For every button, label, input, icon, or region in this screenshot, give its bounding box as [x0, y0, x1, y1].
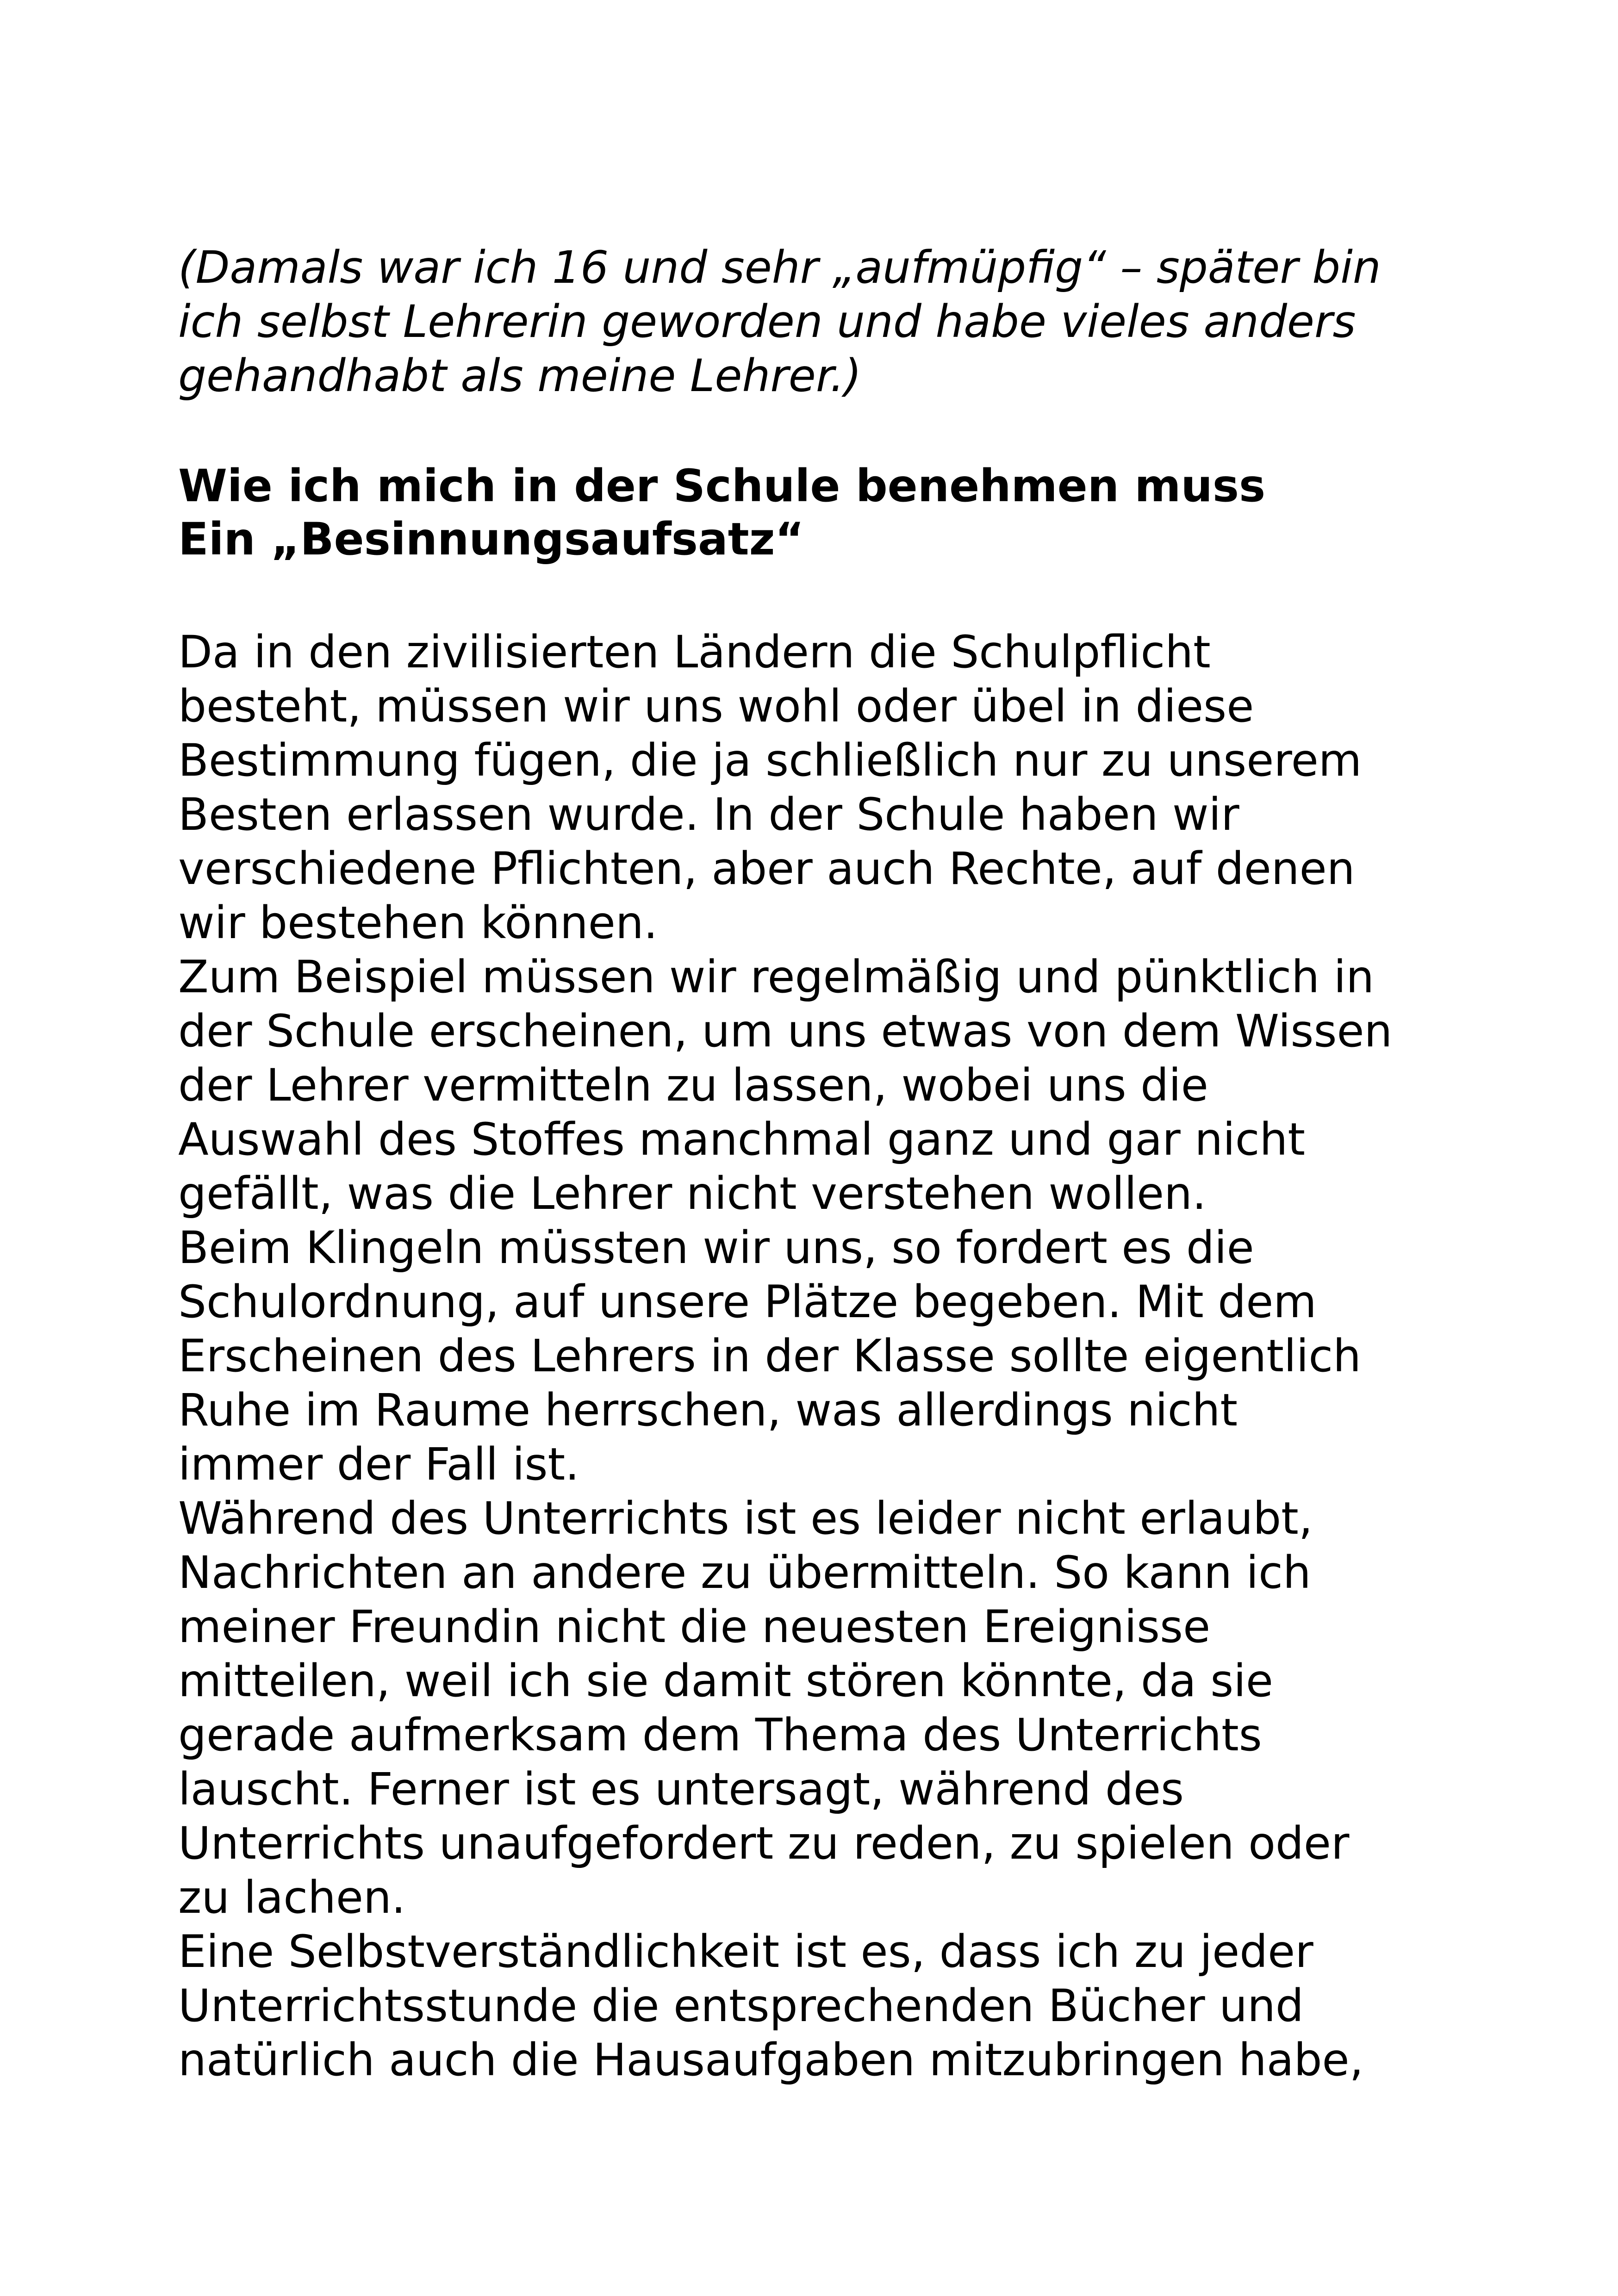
body-line: Nachrichten an andere zu übermitteln. So kann ich [178, 1547, 1311, 1599]
body-line: der Lehrer vermitteln zu lassen, wobei uns die [178, 1059, 1208, 1111]
body-line: mitteilen, weil ich sie damit stören könnte, da sie [178, 1655, 1273, 1707]
body-line: natürlich auch die Hausaufgaben mitzubringen habe, [178, 2034, 1364, 2086]
intro-line: ich selbst Lehrerin geworden und habe vieles anders [178, 296, 1356, 348]
body-line: Besten erlassen wurde. In der Schule haben wir [178, 789, 1239, 840]
body-line: Da in den zivilisierten Ländern die Schulpflicht [178, 626, 1211, 678]
body-line: gerade aufmerksam dem Thema des Unterrichts [178, 1709, 1262, 1761]
page-content [178, 241, 1456, 2087]
body-line: wir bestehen können. [178, 897, 658, 949]
intro-line: (Damals war ich 16 und sehr „aufmüpfig“ – später bin [178, 242, 1381, 293]
body-line: Zum Beispiel müssen wir regelmäßig und pünktlich in [178, 951, 1375, 1003]
body-line: Während des Unterrichts ist es leider nicht erlaubt, [178, 1493, 1313, 1544]
body-line: Auswahl des Stoffes manchmal ganz und gar nicht [178, 1114, 1306, 1165]
body-line: lauscht. Ferner ist es untersagt, während des [178, 1763, 1184, 1815]
body-line: Erscheinen des Lehrers in der Klasse sollte eigentlich [178, 1330, 1361, 1382]
subtitle-line: Ein „Besinnungsaufsatz“ [178, 513, 804, 565]
body-line: Beim Klingeln müssten wir uns, so fordert es die [178, 1222, 1254, 1274]
body-line: gefällt, was die Lehrer nicht verstehen wollen. [178, 1168, 1207, 1220]
body-line: besteht, müssen wir uns wohl oder übel in diese [178, 680, 1254, 732]
essay-body [178, 625, 1456, 2087]
essay-title [178, 460, 1456, 566]
body-line: Bestimmung fügen, die ja schließlich nur zu unserem [178, 734, 1362, 786]
body-line: Schulordnung, auf unsere Plätze begeben. Mit dem [178, 1276, 1317, 1328]
body-line: Unterrichtsstunde die entsprechenden Bücher und [178, 1980, 1304, 2032]
body-line: der Schule erscheinen, um uns etwas von dem Wissen [178, 1005, 1393, 1057]
body-line: Eine Selbstverständlichkeit ist es, dass ich zu jeder [178, 1926, 1313, 1978]
body-line: Unterrichts unaufgefordert zu reden, zu spielen oder [178, 1817, 1350, 1869]
body-line: zu lachen. [178, 1872, 406, 1923]
body-line: verschiedene Pflichten, aber auch Rechte, auf denen [178, 843, 1355, 895]
body-line: Ruhe im Raume herrschen, was allerdings nicht [178, 1384, 1238, 1436]
intro-line: gehandhabt als meine Lehrer.) [178, 350, 862, 402]
title-line: Wie ich mich in der Schule benehmen muss [178, 460, 1266, 512]
body-line: immer der Fall ist. [178, 1438, 579, 1490]
body-line: meiner Freundin nicht die neuesten Ereignisse [178, 1601, 1211, 1653]
intro-note [178, 241, 1456, 403]
